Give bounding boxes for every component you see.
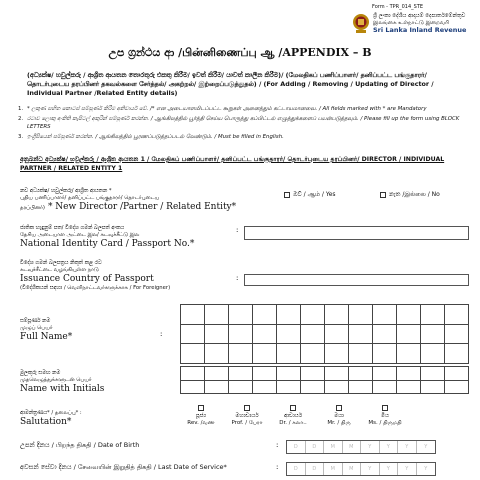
salutation-option-prof[interactable]	[224, 405, 270, 427]
sri-lanka-emblem-icon	[352, 12, 370, 34]
option-label-sinhala: පූජ්‍ය	[195, 413, 207, 419]
label-english: Salutation*	[20, 417, 72, 427]
option-label: Dr. / கலா..	[279, 420, 307, 426]
date-placeholder: Y	[398, 463, 417, 475]
label-tamil: கடவுச்சீட்டை வழங்கியுள்ள நாடு	[20, 267, 99, 273]
label-english: * New Director /Partner / Related Entity*	[47, 202, 237, 212]
date-placeholder: Y	[361, 463, 380, 475]
label-sinhala: මුලකුරු සමඟ නම	[20, 370, 61, 376]
label-sinhala: සම්පූර්ණ නම	[20, 318, 51, 324]
label-english: National Identity Card / Passport No.*	[20, 239, 195, 249]
option-label: Mr. / திரு	[327, 420, 351, 426]
salutation-options	[178, 405, 408, 427]
option-label: Ms. / திருமதி	[368, 420, 402, 426]
date-placeholder: Y	[361, 441, 380, 453]
full-name-input-grid[interactable]	[180, 304, 469, 364]
label-english: Full Name*	[20, 332, 73, 342]
label-english: Name with Initials	[20, 384, 105, 394]
nic-label	[20, 225, 230, 250]
instruction-item	[18, 133, 468, 142]
instruction-text: ඉංග්‍රීසියෙන් සම්පූර්ණ කරන්න. / ஆங்கிலத்தில் பூரணப்படுத்தப்படல் வேண்டும். / Must be filled in English.	[27, 133, 284, 140]
salutation-option-ms[interactable]	[362, 405, 408, 427]
no-checkbox[interactable]	[380, 192, 386, 198]
label-tamil: புதிய பணிப்பாளர்/ தனிப்பட்ட பங்குதாரர்/ தொடர்புடைய	[20, 195, 160, 201]
logo-english-text: Sri Lanka Inland Revenue	[373, 26, 467, 34]
salutation-option-rev[interactable]	[178, 405, 224, 427]
date-placeholder: M	[343, 463, 362, 475]
instruction-text: * ලකුණ සහිත කොටස් සම්පූර්ණ කිරීම අනිවාර්ය වේ. /* என அடையாளமிடப்பட்ட கூறுகள் அனைத்தும் கட்டாயமானவை. / All fields marked with * are Mandatory	[27, 106, 427, 112]
instruction-item	[18, 105, 468, 114]
form-purpose: (අධ්‍යක්ෂ/ හවුල්කරු / ආශ්‍රිත ආයතන තොරතුරු එකතු කිරීම/ ඉවත් කිරීම/ යාවත් කාලීන කිරීම)/ (மேலதிகப் பணிப்பாளர்/ தனிப்பட்ட பங்குதாரர்/ தொடர்புடைய தரப்பினர் தகவல்களை சேர்த்தல்/ அகற்றல்/ இற்றைப்படுத்துதல்) / (For Adding / Removing / Updating of Director / Individual Partner /Related Entity details)	[27, 71, 434, 97]
nic-input[interactable]	[244, 226, 469, 240]
instruction-number: 2.	[18, 115, 24, 122]
colon: :	[236, 226, 239, 234]
option-label-sinhala: මහාචාර්ය	[235, 413, 259, 419]
option-label-sinhala: මයා	[334, 413, 344, 419]
colon: :	[276, 463, 279, 471]
label-sinhala: විදේශ ගමන් බලපත්‍රය නිකුත් කළ රට	[20, 260, 102, 266]
label-tamil-cont: தரப்பினர்)	[20, 205, 45, 211]
instruction-text: රටාව ලොකු අංකිති කැපිටල් අකුරින් සම්පූර්ණ කරන්න. / ஆங்கிலத்தில் பூர்த்தி செய்ய பொருத்து கப்பிட்டல் எழுத்துக்களைப் பயன்படுத்தவும். / Please fill up the form using BLOCK LETTERS	[27, 115, 460, 130]
colon: :	[276, 441, 279, 449]
label-multilingual: ආමන්ත්‍රණය* / தலைப்பு* :	[20, 410, 82, 416]
rev-checkbox[interactable]	[198, 405, 204, 411]
no-label: නැත /இல்லை / No	[389, 191, 440, 198]
logo-sinhala-text: ශ්‍රී ලංකා දේශීය ආදායම් දෙපාර්තමේන්තුව	[373, 13, 466, 19]
option-label-sinhala: මිය	[381, 413, 389, 419]
date-placeholder: M	[324, 463, 343, 475]
dr-checkbox[interactable]	[290, 405, 296, 411]
yes-label: ඔව් / ஆம் / Yes	[293, 191, 336, 198]
label-sinhala: ජාතික හැඳුනුම් පත/ විදේශ ගමන් බලපත් අංකය	[20, 225, 125, 231]
full-name-label	[20, 318, 163, 343]
instructions-list	[18, 105, 468, 142]
dob-label: උපන් දිනය / பிறந்த திகதி / Date of Birth	[20, 441, 140, 449]
colon: :	[236, 274, 239, 282]
option-label: Rev. /வண	[187, 420, 215, 426]
mr-checkbox[interactable]	[336, 405, 342, 411]
instruction-number: 3.	[18, 133, 24, 140]
new-director-label	[20, 188, 270, 213]
date-placeholder: Y	[424, 466, 428, 472]
instruction-number: 1.	[18, 106, 24, 112]
date-placeholder: D	[287, 463, 306, 475]
date-placeholder: M	[343, 441, 362, 453]
logo-tamil-text: இலங்கை உள்நாட்டு இறைவரி	[373, 20, 450, 26]
colon: :	[160, 330, 163, 338]
label-sinhala: නව අධ්‍යක්ෂ/ හවුල්කරු/ ආශ්‍රිත ආයතන *	[20, 188, 112, 194]
new-director-yes-option[interactable]	[284, 191, 336, 199]
date-placeholder: D	[306, 463, 325, 475]
last-service-label: අවසන් සේවා දිනය / சேவையின் இறுதித் திகதி / Last Date of Service*	[20, 463, 227, 471]
yes-checkbox[interactable]	[284, 192, 290, 198]
initials-input-grid[interactable]	[180, 366, 469, 394]
dob-input[interactable]	[286, 440, 436, 454]
date-placeholder: Y	[398, 441, 417, 453]
section-title: අනුබන්ධ අධ්‍යක්ෂ/ හවුල්කරු / ආශ්‍රිත ආයතන 1 / மேலதிகப் பணிப்பாளர்/ தனிப்பட்ட பங்குதாரர்/ தொடர்புடைய தரப்பினர்/ DIRECTOR / INDIVIDUAL PARTNER / RELATED ENTITY 1	[20, 156, 445, 172]
label-english: Issuance Country of Passport	[20, 274, 154, 284]
date-placeholder: D	[287, 441, 306, 453]
new-director-no-option[interactable]	[380, 191, 440, 199]
label-tamil: முழுப் பெயர்	[20, 325, 53, 331]
prof-checkbox[interactable]	[244, 405, 250, 411]
instruction-item	[18, 115, 468, 132]
option-label-sinhala: ආචාර්ය	[283, 413, 303, 419]
date-placeholder: Y	[380, 441, 399, 453]
option-label: Prof. / பேரா	[231, 420, 263, 426]
salutation-option-dr[interactable]	[270, 405, 316, 427]
date-placeholder: D	[306, 441, 325, 453]
form-code: Form - TPR_014_STE	[372, 4, 424, 10]
initials-label	[20, 370, 170, 395]
ms-checkbox[interactable]	[382, 405, 388, 411]
label-tamil: முதலெழுத்துக்களுடன் பெயர்	[20, 377, 92, 383]
page-title: උප ග්‍රන්ථය ආ /பின்னிணைப்பு ஆ /APPENDIX – B	[108, 46, 372, 59]
label-tamil: தேசிய அடையாள அட்டை இல/ கடவுச்சீட்டு இல	[20, 232, 140, 238]
label-note: (විදේශිකයන් සඳහා / வெளிநாட்டவர்களுக்காக / For Foreigner)	[20, 285, 171, 291]
last-service-input[interactable]	[286, 462, 436, 476]
date-placeholder: M	[324, 441, 343, 453]
salutation-option-mr[interactable]	[316, 405, 362, 427]
country-input[interactable]	[244, 274, 469, 286]
date-placeholder: Y	[380, 463, 399, 475]
salutation-label	[20, 410, 170, 428]
date-placeholder: Y	[424, 444, 428, 450]
